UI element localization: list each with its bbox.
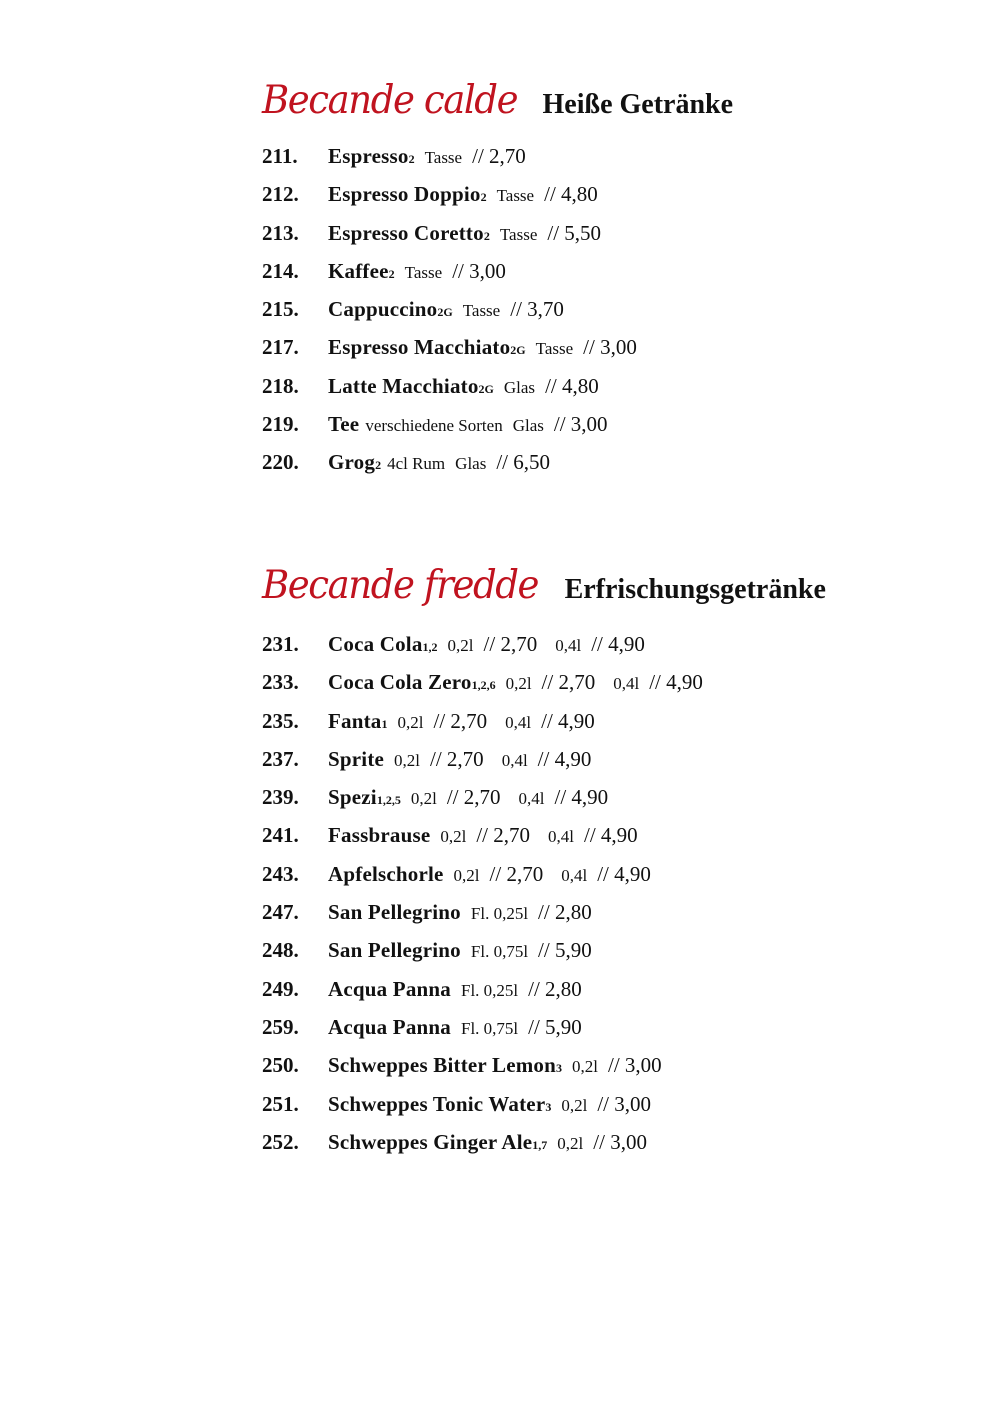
- item-serving: Fl. 0,75l: [460, 1018, 519, 1038]
- item-name: Fassbrause: [328, 823, 431, 848]
- item-serving: 0,2l: [440, 827, 467, 847]
- item-number: 250.: [262, 1053, 299, 1078]
- item-price: // 3,00: [452, 258, 506, 283]
- section-title: Heiße Getränke: [542, 89, 734, 120]
- item-serving: 0,2l: [557, 1133, 584, 1153]
- item-number: 237.: [262, 746, 299, 771]
- item-price: // 3,00: [597, 1091, 652, 1116]
- item-price: // 5,90: [528, 1014, 582, 1039]
- item-name: Acqua Panna: [328, 1014, 451, 1039]
- item-price: // 6,50: [496, 450, 551, 475]
- item-price: // 5,50: [547, 220, 602, 245]
- item-serving: Tasse: [496, 186, 535, 206]
- item-price: // 2,70: [483, 632, 538, 656]
- item-price: // 2,70: [433, 708, 488, 733]
- item-serving: Fl. 0,25l: [460, 980, 519, 1000]
- menu-item: [262, 1015, 902, 1053]
- item-name: San Pellegrino: [328, 900, 461, 925]
- item-number: 211.: [262, 144, 298, 168]
- menu-item: [262, 900, 902, 938]
- item-number: 213.: [262, 220, 299, 245]
- item-price: // 2,70: [430, 746, 484, 771]
- item-name: San Pellegrino: [328, 938, 461, 963]
- menu-item: 250. Schweppes Bitter Lemon 3 0,2l // 3,00: [262, 1053, 662, 1078]
- menu-item: 212. Espresso Doppio 2 Tasse // 4,80: [262, 182, 598, 207]
- item-serving: Tasse: [535, 339, 574, 359]
- section-script-title: Becande fredde: [262, 563, 539, 608]
- menu-item: 217. Espresso Macchiato 2G Tasse // 3,00: [262, 335, 637, 360]
- item-name: Espresso Macchiato: [328, 335, 511, 360]
- section-cold-drinks: [262, 563, 902, 1168]
- item-name: Schweppes Tonic Water: [328, 1091, 546, 1116]
- item-note: 4cl Rum: [387, 454, 446, 474]
- item-name: Fanta: [328, 708, 382, 733]
- item-price: // 2,70: [472, 144, 526, 168]
- item-serving: 0,2l: [397, 712, 424, 732]
- item-name: Espresso: [328, 144, 409, 168]
- item-name: Sprite: [328, 746, 385, 771]
- item-note: verschiedene Sorten: [365, 416, 503, 436]
- item-serving-large: 0,4l: [501, 750, 528, 770]
- item-serving: Fl. 0,75l: [470, 942, 529, 962]
- item-serving-large: 0,4l: [561, 865, 588, 885]
- menu-item: 231. Coca Cola 1,2 0,2l // 2,70 0,4l // 4,90: [262, 632, 645, 656]
- item-number: 243.: [262, 861, 299, 886]
- item-name: Coca Cola Zero: [328, 670, 472, 695]
- menu-item: [262, 412, 902, 450]
- item-price: // 3,00: [593, 1129, 647, 1154]
- item-price: // 3,00: [583, 335, 637, 360]
- item-serving: 0,2l: [572, 1057, 598, 1077]
- item-price-large: // 4,90: [649, 670, 703, 695]
- menu-item: 235. Fanta 1 0,2l // 2,70 0,4l // 4,90: [262, 708, 595, 733]
- section-title: Erfrischungsgetränke: [564, 574, 826, 605]
- item-serving: Fl. 0,25l: [470, 904, 529, 924]
- item-number: 231.: [262, 632, 299, 656]
- item-name: Latte Macchiato: [328, 373, 479, 398]
- item-number: 259.: [262, 1014, 299, 1039]
- menu-item: [262, 862, 902, 900]
- item-serving: Tasse: [404, 262, 443, 282]
- item-name: Tee: [328, 412, 360, 437]
- item-serving: Glas: [455, 454, 487, 474]
- menu-item: 220. Grog 2 4cl Rum Glas // 6,50: [262, 450, 551, 475]
- item-serving: Tasse: [424, 148, 463, 167]
- section-hot-drinks: [262, 78, 902, 489]
- item-number: 217.: [262, 335, 299, 360]
- item-price-large: // 4,90: [541, 708, 595, 733]
- menu-item: 211. Espresso 2 Tasse // 2,70: [262, 144, 526, 168]
- item-list: [262, 144, 902, 489]
- item-number: 220.: [262, 450, 299, 475]
- item-price: // 2,80: [538, 900, 592, 925]
- item-price-large: // 4,90: [537, 746, 592, 771]
- item-serving-large: 0,4l: [505, 712, 532, 732]
- menu-item: 213. Espresso Coretto 2 Tasse // 5,50: [262, 220, 602, 245]
- item-price: // 2,70: [446, 785, 501, 810]
- item-price: // 3,00: [608, 1053, 662, 1078]
- item-serving-large: 0,4l: [555, 636, 582, 655]
- item-number: 249.: [262, 976, 299, 1001]
- item-price: // 2,70: [476, 823, 531, 848]
- item-price-large: // 4,90: [591, 632, 645, 656]
- item-serving: 0,2l: [505, 674, 532, 694]
- menu-item: 233. Coca Cola Zero 1,2,6 0,2l // 2,70 0,4l // 4,90: [262, 670, 703, 695]
- item-number: 241.: [262, 823, 299, 848]
- item-name: Cappuccino: [328, 297, 438, 322]
- item-price: // 3,00: [553, 412, 608, 437]
- item-name: Schweppes Ginger Ale: [328, 1129, 533, 1154]
- item-number: 218.: [262, 373, 299, 398]
- item-number: 248.: [262, 938, 299, 963]
- item-number: 235.: [262, 708, 299, 733]
- menu-item: 218. Latte Macchiato 2G Glas // 4,80: [262, 373, 599, 398]
- item-serving-large: 0,4l: [613, 674, 640, 694]
- item-number: 239.: [262, 785, 299, 810]
- menu-item: [262, 747, 902, 785]
- item-price: // 2,70: [541, 670, 596, 695]
- item-name: Espresso Coretto: [328, 220, 484, 245]
- item-name: Kaffee: [328, 258, 389, 283]
- item-name: Apfelschorle: [328, 861, 444, 886]
- item-serving: Glas: [503, 377, 536, 397]
- item-serving: 0,2l: [410, 789, 437, 809]
- item-price-large: // 4,90: [554, 785, 609, 810]
- item-number: 215.: [262, 297, 299, 322]
- section-script-title: Becande calde: [262, 78, 518, 123]
- item-price: // 2,80: [528, 976, 582, 1001]
- item-name: Schweppes Bitter Lemon: [328, 1053, 557, 1078]
- item-price-large: // 4,90: [584, 823, 638, 848]
- item-serving: 0,2l: [453, 865, 480, 885]
- item-price: // 4,80: [545, 373, 599, 398]
- section-header: [262, 563, 902, 608]
- item-name: Coca Cola: [328, 632, 423, 656]
- menu-item: 239. Spezi 1,2,5 0,2l // 2,70 0,4l // 4,90: [262, 785, 609, 810]
- item-name: Grog: [328, 450, 376, 475]
- item-serving-large: 0,4l: [548, 827, 574, 847]
- item-serving: 0,2l: [447, 636, 474, 655]
- item-name: Acqua Panna: [328, 976, 451, 1001]
- menu-item: 214. Kaffee 2 Tasse // 3,00: [262, 258, 506, 283]
- menu-item: 251. Schweppes Tonic Water 3 0,2l // 3,00: [262, 1091, 652, 1116]
- item-serving: Tasse: [499, 224, 538, 244]
- item-serving: 0,2l: [561, 1095, 588, 1115]
- item-list: [262, 632, 902, 1168]
- item-price: // 2,70: [489, 861, 544, 886]
- item-name: Spezi: [328, 785, 377, 810]
- item-serving: Tasse: [462, 301, 501, 321]
- item-price: // 4,80: [544, 182, 598, 207]
- item-serving-large: 0,4l: [518, 789, 545, 809]
- menu-item: [262, 938, 902, 976]
- item-price: // 5,90: [538, 938, 592, 963]
- item-number: 233.: [262, 670, 299, 695]
- item-number: 251.: [262, 1091, 299, 1116]
- item-number: 214.: [262, 258, 299, 283]
- item-number: 247.: [262, 900, 299, 925]
- item-number: 252.: [262, 1129, 299, 1154]
- section-header: [262, 78, 902, 123]
- item-serving: 0,2l: [394, 750, 421, 770]
- item-number: 219.: [262, 412, 299, 437]
- menu-item: [262, 823, 902, 861]
- item-price: // 3,70: [510, 297, 564, 322]
- menu-item: 215. Cappuccino 2G Tasse // 3,70: [262, 297, 564, 322]
- item-price-large: // 4,90: [597, 861, 651, 886]
- item-number: 212.: [262, 182, 299, 207]
- item-name: Espresso Doppio: [328, 182, 481, 207]
- item-serving: Glas: [512, 416, 544, 436]
- menu-item: 252. Schweppes Ginger Ale 1,7 0,2l // 3,00: [262, 1129, 647, 1154]
- menu-item: [262, 977, 902, 1015]
